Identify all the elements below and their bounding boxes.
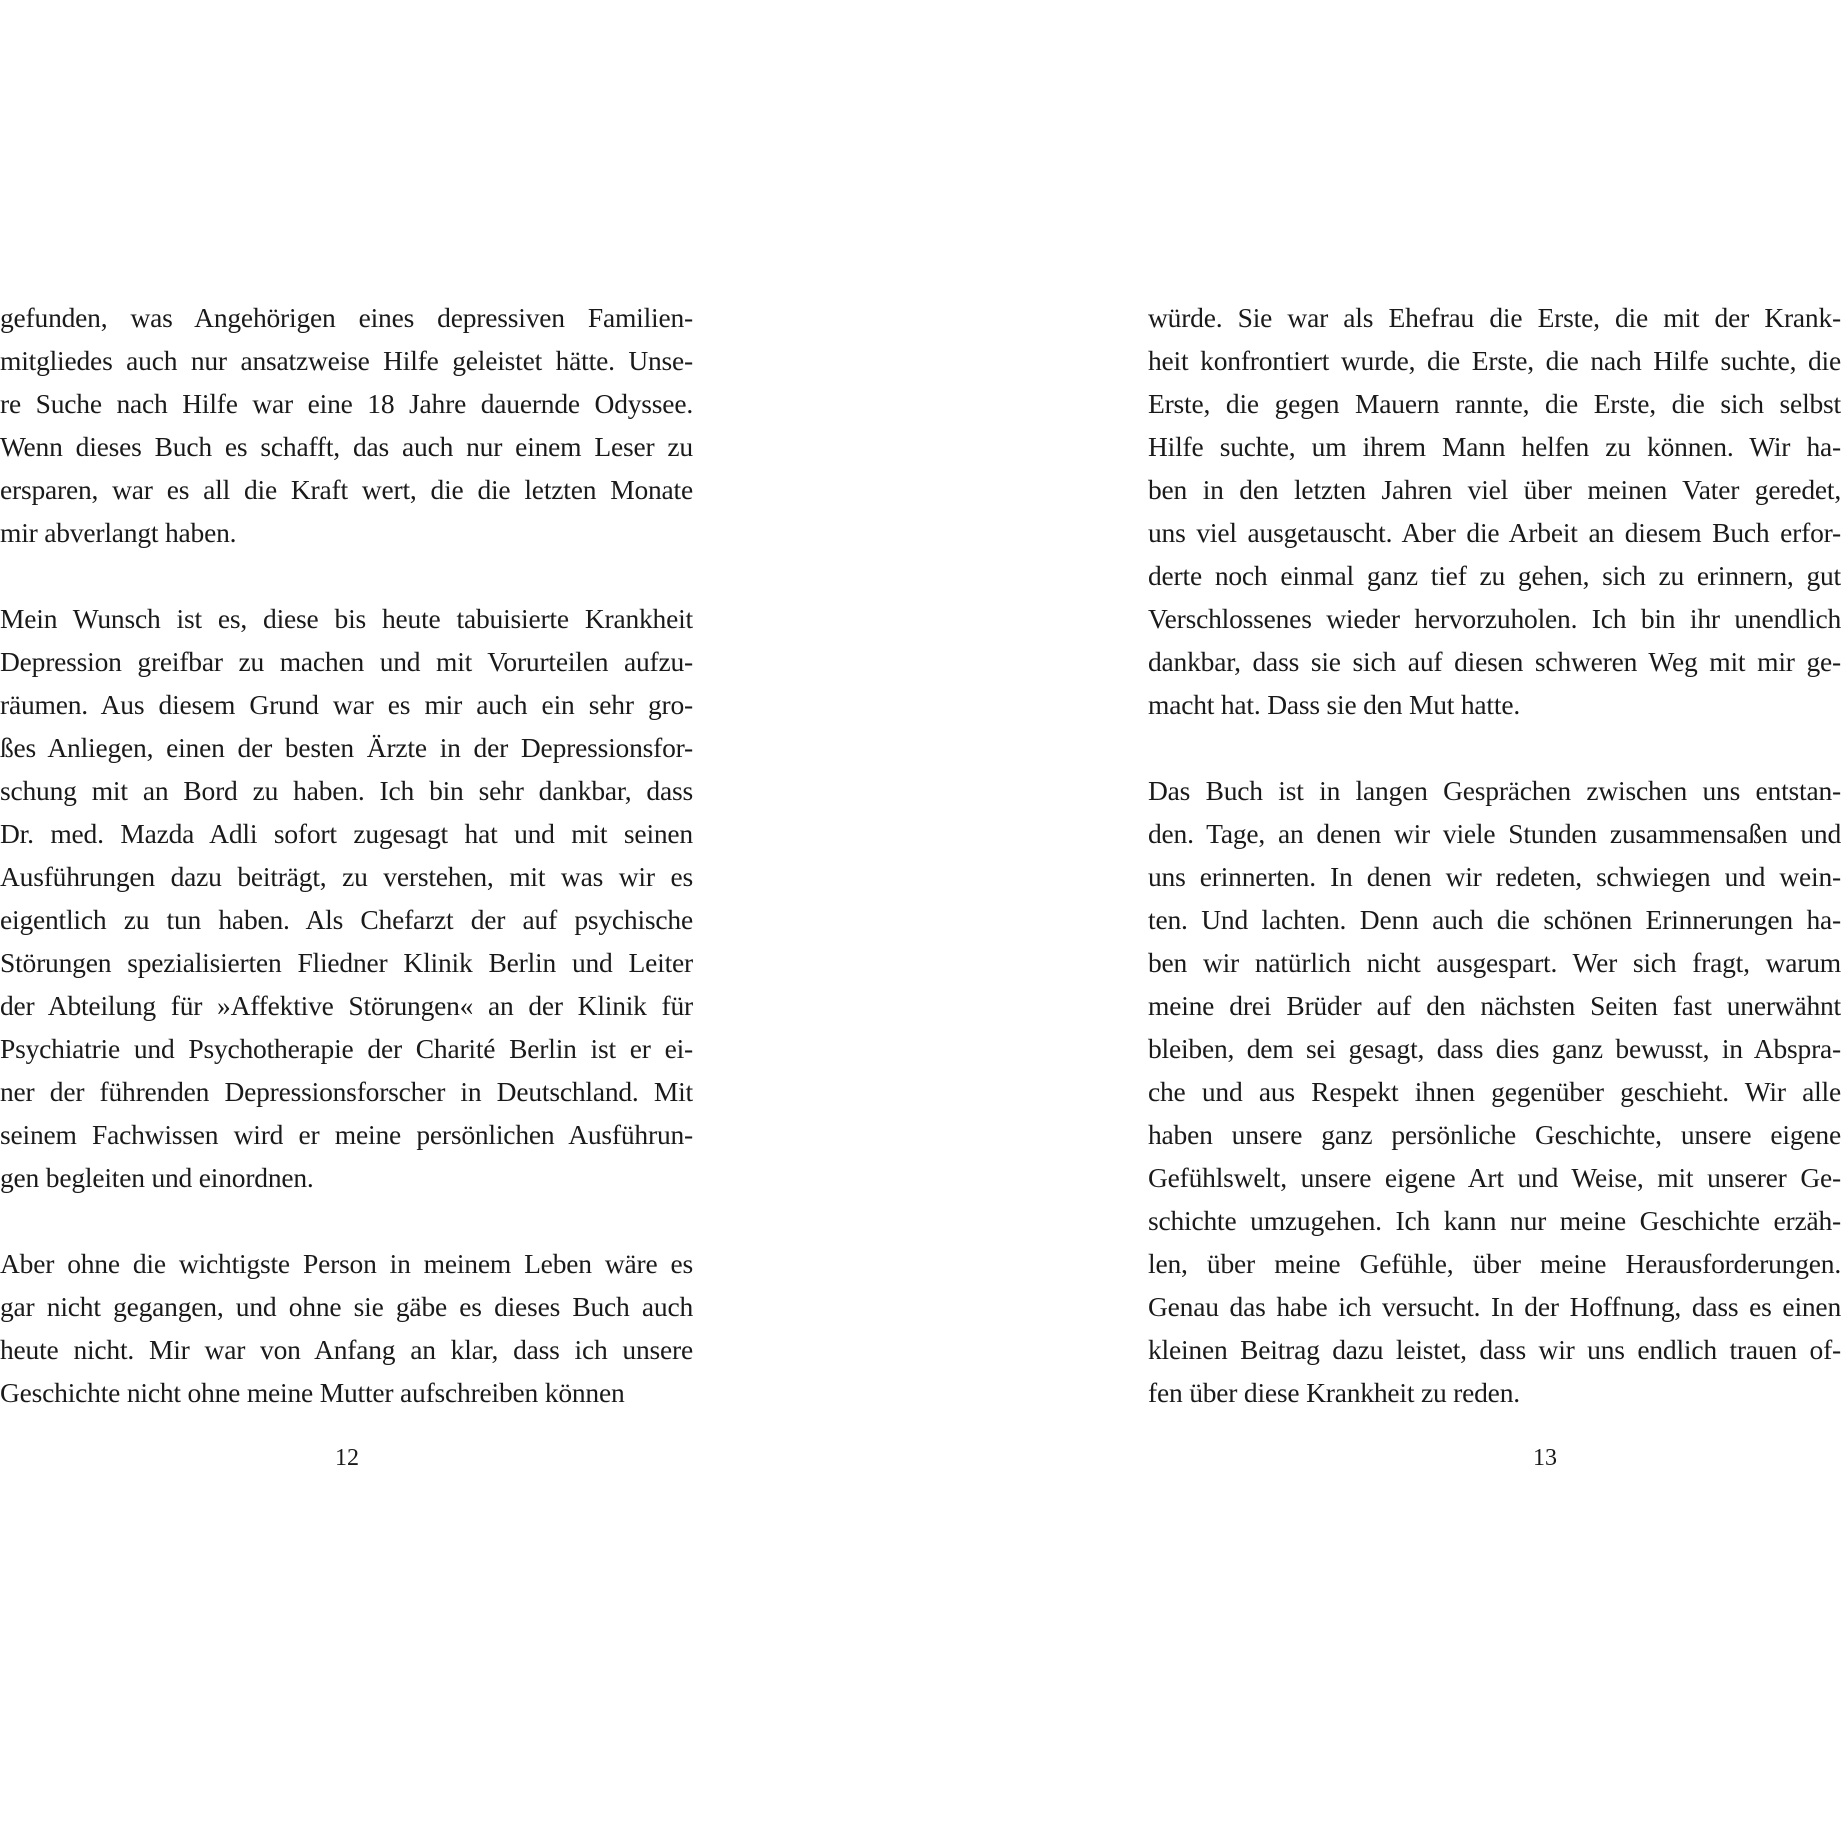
text-line: uns viel ausgetauscht. Aber die Arbeit an diesem Buch erfor- [1148, 517, 1841, 548]
text-line: Psychiatrie und Psychotherapie der Charité Berlin ist er ei- [0, 1033, 693, 1064]
text-line: heit konfrontiert wurde, die Erste, die nach Hilfe suchte, die [1148, 345, 1841, 376]
right-page-text [1148, 296, 1841, 1414]
text-line: räumen. Aus diesem Grund war es mir auch ein sehr gro- [0, 689, 693, 720]
text-line: Erste, die gegen Mauern rannte, die Erste, die sich selbst [1148, 388, 1841, 419]
left-page-text [0, 296, 693, 1414]
text-line: derte noch einmal ganz tief zu gehen, sich zu erinnern, gut [1148, 560, 1841, 591]
text-line: Störungen spezialisierten Fliedner Klinik Berlin und Leiter [0, 947, 693, 978]
text-line: heute nicht. Mir war von Anfang an klar, dass ich unsere [0, 1334, 693, 1365]
text-line: eigentlich zu tun haben. Als Chefarzt der auf psychische [0, 904, 693, 935]
page-number-left: 12 [335, 1445, 359, 1471]
text-line: dankbar, dass sie sich auf diesen schweren Weg mit mir ge- [1148, 646, 1841, 677]
page-number-right: 13 [1533, 1445, 1557, 1471]
text-line: Das Buch ist in langen Gesprächen zwischen uns entstan- [1148, 775, 1841, 806]
text-line: Geschichte nicht ohne meine Mutter aufschreiben können [0, 1377, 625, 1408]
text-line: fen über diese Krankheit zu reden. [1148, 1377, 1520, 1408]
text-line: ten. Und lachten. Denn auch die schönen Erinnerungen ha- [1148, 904, 1841, 935]
text-line: ßes Anliegen, einen der besten Ärzte in der Depressionsfor- [0, 732, 693, 763]
text-line: ben in den letzten Jahren viel über meinen Vater geredet, [1148, 474, 1841, 505]
text-line: Depression greifbar zu machen und mit Vorurteilen aufzu- [0, 646, 693, 677]
paragraph [0, 296, 693, 554]
text-line: den. Tage, an denen wir viele Stunden zusammensaßen und [1148, 818, 1841, 849]
text-line: uns erinnerten. In denen wir redeten, schwiegen und wein- [1148, 861, 1841, 892]
text-line: Aber ohne die wichtigste Person in meinem Leben wäre es [0, 1248, 693, 1279]
text-line: ersparen, war es all die Kraft wert, die die letzten Monate [0, 474, 693, 505]
text-line: Dr. med. Mazda Adli sofort zugesagt hat und mit seinen [0, 818, 693, 849]
text-line: der Abteilung für »Affektive Störungen« an der Klinik für [0, 990, 693, 1021]
paragraph [0, 1242, 693, 1414]
left-page [0, 0, 700, 1841]
text-line: Wenn dieses Buch es schafft, das auch nur einem Leser zu [0, 431, 693, 462]
text-line: Ausführungen dazu beiträgt, zu verstehen, mit was wir es [0, 861, 693, 892]
text-line: kleinen Beitrag dazu leistet, dass wir uns endlich trauen of- [1148, 1334, 1841, 1365]
paragraph [0, 597, 693, 1199]
text-line: re Suche nach Hilfe war eine 18 Jahre dauernde Odyssee. [0, 388, 693, 419]
text-line: Verschlossenes wieder hervorzuholen. Ich bin ihr unendlich [1148, 603, 1841, 634]
text-line: ben wir natürlich nicht ausgespart. Wer sich fragt, warum [1148, 947, 1841, 978]
text-line: mitgliedes auch nur ansatzweise Hilfe geleistet hätte. Unse- [0, 345, 693, 376]
right-page [1148, 0, 1841, 1841]
paragraph [1148, 296, 1841, 726]
text-line: seinem Fachwissen wird er meine persönlichen Ausführun- [0, 1119, 693, 1150]
text-line: Genau das habe ich versucht. In der Hoffnung, dass es einen [1148, 1291, 1841, 1322]
text-line: Mein Wunsch ist es, diese bis heute tabuisierte Krankheit [0, 603, 693, 634]
text-line: Gefühlswelt, unsere eigene Art und Weise, mit unserer Ge- [1148, 1162, 1841, 1193]
text-line: bleiben, dem sei gesagt, dass dies ganz bewusst, in Abspra- [1148, 1033, 1841, 1064]
text-line: gefunden, was Angehörigen eines depressiven Familien- [0, 302, 693, 333]
text-line: macht hat. Dass sie den Mut hatte. [1148, 689, 1520, 720]
text-line: meine drei Brüder auf den nächsten Seiten fast unerwähnt [1148, 990, 1841, 1021]
text-line: che und aus Respekt ihnen gegenüber geschieht. Wir alle [1148, 1076, 1841, 1107]
text-line: gar nicht gegangen, und ohne sie gäbe es dieses Buch auch [0, 1291, 693, 1322]
text-line: mir abverlangt haben. [0, 517, 237, 548]
text-line: schung mit an Bord zu haben. Ich bin sehr dankbar, dass [0, 775, 693, 806]
text-line: Hilfe suchte, um ihrem Mann helfen zu können. Wir ha- [1148, 431, 1841, 462]
paragraph [1148, 769, 1841, 1414]
text-line: gen begleiten und einordnen. [0, 1162, 314, 1193]
text-line: ner der führenden Depressionsforscher in Deutschland. Mit [0, 1076, 693, 1107]
text-line: würde. Sie war als Ehefrau die Erste, die mit der Krank- [1148, 302, 1841, 333]
text-line: haben unsere ganz persönliche Geschichte, unsere eigene [1148, 1119, 1841, 1150]
text-line: len, über meine Gefühle, über meine Herausforderungen. [1148, 1248, 1841, 1279]
text-line: schichte umzugehen. Ich kann nur meine Geschichte erzäh- [1148, 1205, 1841, 1236]
